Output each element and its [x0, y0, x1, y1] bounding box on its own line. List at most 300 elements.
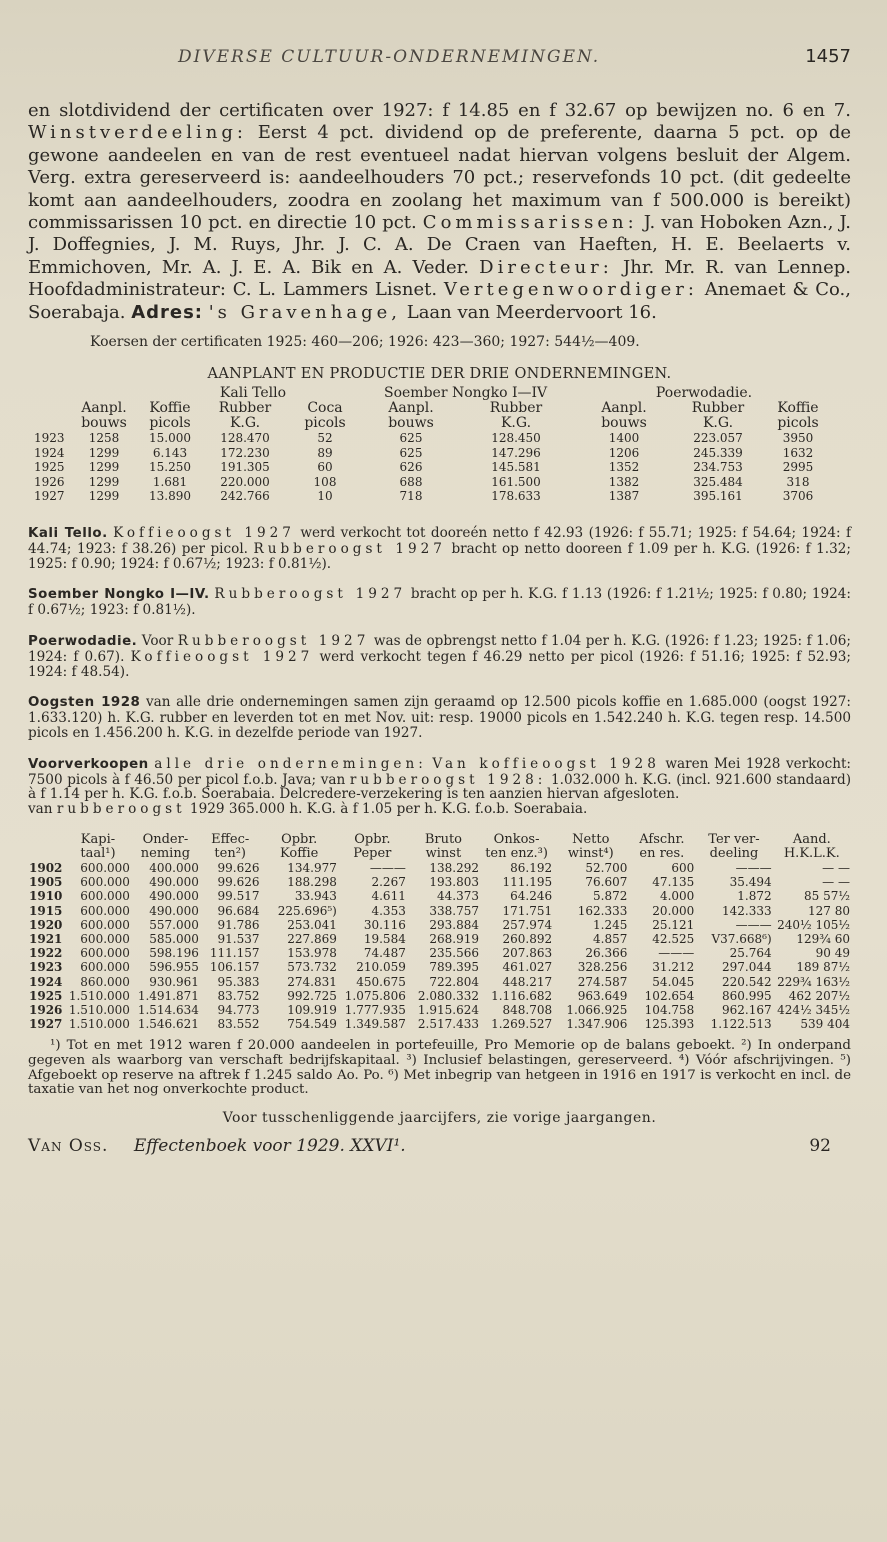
production-value: 395.161 — [693, 489, 743, 504]
production-value: 625 — [399, 445, 423, 460]
financial-value: 490.000 — [149, 903, 199, 918]
financial-value: 44.373 — [437, 889, 479, 904]
financial-value: 1.116.682 — [491, 988, 553, 1003]
financial-row — [28, 918, 851, 932]
financial-value: 1.915.624 — [417, 1003, 479, 1018]
production-table — [34, 386, 832, 504]
production-value: 1299 — [88, 460, 120, 475]
financial-value: 4.611 — [371, 889, 406, 904]
production-value: 15.000 — [149, 431, 191, 446]
production-value: 13.890 — [149, 489, 191, 504]
financial-value: 992.725 — [287, 988, 337, 1003]
financial-value: 171.751 — [502, 903, 553, 918]
oogsten-text — [28, 695, 851, 740]
kali-tello-label: Kali Tello. — [28, 526, 108, 542]
production-header-cell: K.G. — [500, 415, 532, 432]
production-row — [34, 460, 832, 475]
production-row — [34, 446, 832, 461]
financial-value: 4.000 — [659, 889, 695, 904]
soember-label: Soember Nongko I—IV. — [28, 587, 210, 603]
production-header-cell: picols — [777, 415, 819, 432]
financial-value: 85 57½ — [804, 889, 850, 904]
financial-header-cell: Effec- — [211, 831, 250, 847]
financial-year: 1924 — [29, 974, 63, 989]
financial-header-cell: Onder- — [142, 831, 189, 847]
production-year: 1924 — [34, 445, 65, 460]
winstverdeeling-text: Eerst 4 pct. dividend op de preferente, daarna 5 pct. op de gewone aandeelen en van de rest eventueel nadat hiervan volgens besluit der Algem. Verg. extra gereserveerd is: aandeelhouders 70 pct.; reservefonds 10 pct. (dit gedeelte komt aan aandeelhouders, zoodra en zoolang het maximum van f 500.000 is bereikt) commissarissen 10 pct. en directie 10 pct. — [28, 122, 851, 234]
financial-value: 1.349.587 — [344, 1017, 406, 1032]
production-value: 1382 — [608, 474, 640, 489]
soember-rubberoogst-label: Rubberoogst 1927 — [214, 586, 407, 603]
production-value: 234.753 — [693, 460, 743, 475]
poerwodadie-rubberoogst-label: Rubberoogst 1927 — [177, 633, 370, 650]
poerwodadie-koffieoogst-text: werd verkocht tegen f 46.29 netto per picol (1926: f 51.16; 1925: f 52.93; 1924: f 48.54). — [28, 648, 851, 680]
oogsten-section — [28, 695, 851, 740]
financial-header-cell: neming — [140, 845, 191, 861]
financial-value: 1.777.935 — [344, 1003, 406, 1018]
financial-value: 557.000 — [149, 917, 199, 932]
financial-value: 600.000 — [80, 860, 130, 875]
voorverkoopen-t5a: van — [28, 801, 53, 818]
financial-value: 64.246 — [510, 889, 553, 904]
financial-header-cell: winst⁴) — [567, 845, 614, 861]
financial-header-cell: Peper — [353, 845, 392, 861]
voorverkoopen-t4b: rubberoogst 1928: — [349, 771, 547, 788]
financial-value: ——— — [735, 860, 772, 875]
financial-value: 2.267 — [371, 875, 406, 890]
production-value: 318 — [786, 474, 810, 489]
production-value: 2995 — [782, 460, 814, 475]
financial-value: 19.584 — [363, 932, 406, 946]
financial-value: 235.566 — [429, 946, 479, 961]
financial-row — [28, 861, 851, 875]
financial-value: 4.353 — [371, 903, 406, 918]
financial-value: 52.700 — [585, 860, 628, 875]
production-header-cell: picols — [149, 415, 191, 432]
financial-value: 26.366 — [585, 946, 628, 961]
voorverkoopen-t5c: 1929 365.000 h. K.G. à f 1.05 per h. K.G. f.o.b. Soerabaia. — [189, 801, 588, 818]
financial-value: 596.955 — [149, 960, 199, 975]
financial-value: 33.943 — [294, 889, 337, 904]
production-header-cell: Rubber — [218, 400, 272, 417]
financial-value: 125.393 — [644, 1017, 695, 1032]
financial-value: 104.758 — [644, 1003, 695, 1018]
financial-value: 109.919 — [287, 1003, 337, 1018]
rubberoogst-text: bracht op netto dooreen f 1.09 per h. K.G. (1926: f 1.32; 1925: f 0.90; 1924: f 0.67½; 1923: f 0.81½). — [28, 540, 851, 572]
financial-header-cell: Opbr. — [281, 831, 318, 847]
financial-year: 1926 — [29, 1003, 63, 1018]
production-value: 60 — [317, 460, 333, 475]
financial-value: 94.773 — [217, 1003, 260, 1018]
financial-value: 274.831 — [287, 974, 337, 989]
financial-header-cell: Aand. — [792, 831, 831, 847]
production-value: 245.339 — [693, 445, 743, 460]
production-value: 161.500 — [491, 474, 541, 489]
group-poerwodadie: Poerwodadie. — [655, 385, 753, 402]
financial-value: 2.517.433 — [417, 1017, 479, 1032]
financial-header-cell: Onkos- — [493, 831, 540, 847]
financial-header-cell: Opbr. — [354, 831, 391, 847]
financial-value: — — — [822, 860, 850, 875]
financial-row — [28, 1017, 851, 1031]
financial-value: ——— — [369, 860, 406, 875]
production-value: 191.305 — [220, 460, 270, 475]
voorverkoopen-t3: waren Mei 1928 verkocht: 7500 picols à f 46.50 per picol f.o.b. Java; — [28, 755, 852, 788]
financial-value: 268.919 — [429, 932, 479, 946]
winstverdeeling-label: Winstverdeeling: — [28, 122, 247, 144]
group-soember-nongko: Soember Nongko I—IV — [384, 385, 548, 402]
financial-value: 5.872 — [593, 889, 628, 904]
production-value: 172.230 — [220, 445, 270, 460]
production-value: 688 — [399, 474, 423, 489]
financial-value: 1.347.906 — [566, 1017, 628, 1032]
production-value: 242.766 — [220, 489, 270, 504]
financial-value: 1.872 — [737, 889, 772, 904]
production-value: 1400 — [608, 431, 640, 446]
financial-value: 30.116 — [363, 917, 406, 932]
financial-value: 240½ 105½ — [777, 917, 850, 932]
financial-value: 74.487 — [363, 946, 406, 961]
production-value: 1299 — [88, 474, 120, 489]
financial-value: 225.696⁵) — [277, 903, 337, 918]
financial-value: 1.510.000 — [68, 1017, 130, 1032]
financial-value: 260.892 — [502, 932, 553, 946]
financial-value: 99.626 — [217, 875, 260, 890]
financial-value: 1.546.621 — [137, 1017, 199, 1032]
financial-value: 1.514.634 — [137, 1003, 199, 1018]
financial-year: 1921 — [29, 932, 63, 946]
production-value: 128.450 — [491, 431, 541, 446]
financial-value: 129¾ 60 — [796, 932, 850, 946]
directeur-label: Directeur: — [479, 256, 613, 278]
production-value: 718 — [399, 489, 423, 504]
financial-value: 142.333 — [722, 903, 772, 918]
footnote-text: ¹) Tot en met 1912 waren f 20.000 aandeelen in portefeuille, Pro Memorie op de balans geboekt. ²) In onderpand gegeven als waarborg van verschaft bedrijfskapitaal. ³) Inclusief belastingen, gereserveerd. ⁴) Vóór afschrijvingen. ⁵) Afgeboekt op reserve na aftrek f 1.245 saldo Ao. Po. ⁶) Met inbegrip van hetgeen in 1916 en 1917 is verkocht en incl. de taxatie van het nog onverkochte product. — [28, 1038, 851, 1098]
financial-value: 963.649 — [577, 988, 628, 1003]
production-row — [34, 431, 832, 446]
financial-value: 490.000 — [149, 889, 199, 904]
page-header — [28, 0, 851, 70]
financial-value: 860.995 — [722, 988, 772, 1003]
financial-header-cell: Kapi- — [80, 831, 116, 847]
vertegenwoordiger-label: Vertegenwoordiger: — [443, 279, 698, 301]
financial-value: 35.494 — [729, 875, 772, 890]
financial-value: 189 87½ — [796, 960, 850, 975]
footer-author: Van Oss. — [28, 1135, 109, 1156]
production-header-cell: Coca — [307, 400, 343, 417]
footnotes — [28, 1039, 851, 1097]
financial-year: 1905 — [29, 875, 63, 890]
financial-value: 462 207½ — [788, 988, 850, 1003]
production-value: 147.296 — [491, 445, 541, 460]
financial-value: 162.333 — [577, 903, 628, 918]
financial-year: 1902 — [29, 860, 63, 875]
financial-value: 274.587 — [577, 974, 628, 989]
production-header-cell: Koffie — [777, 400, 819, 417]
financial-value: 188.298 — [287, 875, 337, 890]
financial-value: 789.395 — [429, 960, 479, 975]
financial-value: 91.786 — [217, 917, 260, 932]
production-year: 1923 — [34, 431, 65, 446]
financial-value: ——— — [735, 917, 772, 932]
production-value: 52 — [317, 431, 333, 446]
poerwodadie-text — [28, 634, 851, 679]
production-value: 325.484 — [693, 474, 743, 489]
production-title: AANPLANT EN PRODUCTIE DER DRIE ONDERNEMINGEN. — [207, 366, 672, 383]
financial-header-cell: ten²) — [214, 845, 246, 861]
financial-row — [28, 889, 851, 903]
production-value: 1387 — [608, 489, 640, 504]
financial-row — [28, 989, 851, 1003]
footer-page: 92 — [809, 1135, 831, 1156]
financial-body — [28, 861, 851, 1031]
financial-value: 1.066.925 — [566, 1003, 628, 1018]
financial-value: 25.764 — [729, 946, 772, 961]
financial-value: 1.122.513 — [710, 1017, 772, 1032]
financial-value: 20.000 — [652, 903, 695, 918]
financial-header-cell: en res. — [639, 845, 685, 861]
production-year: 1925 — [34, 460, 65, 475]
oogsten-body: van alle drie ondernemingen samen zijn geraamd op 12.500 picols koffie en 1.685.000 (oogst 1927: 1.633.120) h. K.G. rubber en leverden tot en met Nov. uit: resp. 19000 picols en 1.542.240 h. K.G. tegen resp. 14.500 picols en 1.456.200 h. K.G. in dezelfde periode van 1927. — [28, 694, 851, 741]
commissarissen-text: J. van Hoboken Azn., J. J. Doffegnies, J. M. Ruys, Jhr. J. C. A. De Craen van Haeften, H. E. Beelaerts v. Emmichoven, Mr. A. J. E. A. Bik en A. Veder. — [28, 212, 851, 278]
adres-city: 's Gravenhage, — [208, 301, 401, 323]
financial-year: 1915 — [29, 903, 63, 918]
financial-value: 54.045 — [652, 974, 695, 989]
financial-value: — — — [822, 875, 850, 890]
soember-section — [28, 587, 851, 618]
koersen-line: Koersen der certificaten 1925: 460—206; 1926: 423—360; 1927: 544½—409. — [90, 334, 640, 351]
financial-header-cell: Koffie — [280, 845, 319, 861]
financial-value: 47.135 — [652, 875, 695, 890]
production-value: 15.250 — [149, 460, 191, 475]
voorverkoopen-text — [28, 757, 851, 802]
financial-value: V37.668⁶) — [711, 932, 772, 946]
production-header-cell: Aanpl. — [601, 400, 647, 417]
financial-value: 1.269.527 — [491, 1017, 553, 1032]
financial-header-row-2 — [28, 847, 851, 861]
financial-value: ——— — [658, 946, 695, 961]
production-group-row — [34, 386, 832, 401]
financial-value: 86.192 — [510, 860, 553, 875]
financial-value: 106.157 — [209, 960, 260, 975]
financial-row — [28, 875, 851, 889]
financial-value: 754.549 — [287, 1017, 337, 1032]
production-value: 1299 — [88, 489, 120, 504]
financial-row — [28, 932, 851, 946]
financial-value: 461.027 — [502, 960, 553, 975]
financial-value: 83.752 — [217, 988, 260, 1003]
financial-value: 600.000 — [80, 917, 130, 932]
production-value: 1632 — [782, 445, 814, 460]
financial-value: 448.217 — [502, 974, 553, 989]
vertegenwoordiger-text: Anemaet & Co., Soerabaja. — [28, 279, 851, 323]
financial-row — [28, 1003, 851, 1017]
financial-year: 1920 — [29, 917, 63, 932]
production-value: 1.681 — [152, 474, 188, 489]
financial-value: 1.075.806 — [344, 988, 406, 1003]
production-value: 108 — [313, 474, 337, 489]
financial-value: 722.804 — [429, 974, 479, 989]
financial-value: 253.041 — [287, 917, 337, 932]
production-header-cell: picols — [304, 415, 346, 432]
financial-header-cell: H.K.L.K. — [783, 845, 840, 861]
financial-value: 102.654 — [644, 988, 695, 1003]
page-number: 1457 — [805, 46, 851, 67]
production-value: 10 — [317, 489, 333, 504]
production-header-cell: bouws — [388, 415, 434, 432]
production-header-cell: Rubber — [691, 400, 745, 417]
zie-jaargangen: Voor tusschenliggende jaarcijfers, zie vorige jaargangen. — [222, 1109, 657, 1126]
financial-table — [28, 833, 851, 1031]
slotdividend-text: en slotdividend der certificaten over 1927: f 14.85 en f 32.67 op bewijzen no. 6 en 7. — [28, 100, 851, 121]
financial-value: 600.000 — [80, 903, 130, 918]
production-header-cell: Koffie — [149, 400, 191, 417]
financial-value: 600.000 — [80, 946, 130, 961]
financial-value: 42.525 — [652, 932, 695, 946]
poerwodadie-rubberoogst-text: was de opbrengst netto f 1.04 per h. K.G. (1926: f 1.23; 1925: f 1.06; 1924: f 0.67). — [28, 633, 851, 665]
financial-value: 930.961 — [149, 974, 199, 989]
financial-value: 153.978 — [287, 946, 337, 961]
financial-value: 4.857 — [593, 932, 628, 946]
footer-source — [28, 1136, 406, 1156]
production-value: 3706 — [782, 489, 814, 504]
production-year: 1926 — [34, 474, 65, 489]
financial-header-cell: ten enz.³) — [485, 845, 548, 861]
financial-value: 600.000 — [80, 960, 130, 975]
production-value: 89 — [317, 445, 333, 460]
soember-rubberoogst-text: bracht op per h. K.G. f 1.13 (1926: f 1.21½; 1925: f 0.80; 1924: f 0.67½; 1923: f 0.81½). — [28, 586, 851, 619]
financial-year: 1910 — [29, 889, 63, 904]
financial-value: 90 49 — [815, 946, 850, 961]
soember-text — [28, 587, 851, 618]
financial-value: 338.757 — [429, 903, 479, 918]
financial-header-cell: Netto — [572, 831, 610, 847]
financial-value: 490.000 — [149, 875, 199, 890]
financial-value: 76.607 — [585, 875, 628, 890]
poerwodadie-section — [28, 634, 851, 679]
production-value: 6.143 — [152, 445, 188, 460]
financial-value: 127 80 — [808, 903, 850, 918]
poerwodadie-label: Poerwodadie. — [28, 634, 138, 650]
poerwodadie-voor: Voor — [141, 633, 174, 650]
financial-value: 95.383 — [217, 974, 260, 989]
production-value: 1352 — [608, 460, 640, 475]
financial-value: 207.863 — [502, 946, 553, 961]
financial-value: 450.675 — [356, 974, 406, 989]
directeur-text: Jhr. Mr. R. van Lennep. Hoofdadministrateur: C. L. Lammers Lisnet. — [28, 256, 851, 301]
group-kali-tello: Kali Tello — [219, 385, 287, 402]
voorverkoopen-t1: alle drie ondernemingen: — [154, 755, 427, 772]
production-value: 223.057 — [693, 431, 743, 446]
financial-value: 210.059 — [356, 960, 406, 975]
financial-value: 91.537 — [217, 932, 260, 946]
production-value: 145.581 — [491, 460, 541, 475]
voorverkoopen-t2: Van koffieoogst 1928 — [432, 755, 660, 772]
rubberoogst-label: Rubberoogst 1927 — [253, 540, 446, 557]
production-header-cell: Aanpl. — [388, 400, 434, 417]
financial-value: 600 — [671, 860, 695, 875]
production-value: 3950 — [782, 431, 814, 446]
production-row — [34, 489, 832, 504]
production-value: 1299 — [88, 445, 120, 460]
financial-value: 134.977 — [287, 860, 337, 875]
financial-year: 1922 — [29, 946, 63, 961]
voorverkoopen-section — [28, 757, 851, 817]
financial-value: 83.552 — [217, 1017, 260, 1032]
financial-value: 1.245 — [593, 917, 628, 932]
koffieoogst-label: Koffieoogst 1927 — [113, 525, 295, 542]
financial-value: 229¾ 163½ — [777, 974, 850, 989]
financial-year: 1925 — [29, 988, 63, 1003]
financial-value: 227.869 — [287, 932, 337, 946]
financial-value: 99.517 — [217, 889, 260, 904]
financial-value: 99.626 — [217, 860, 260, 875]
production-header-cell: K.G. — [702, 415, 734, 432]
poerwodadie-koffieoogst-label: Koffieoogst 1927 — [130, 648, 314, 665]
production-value: 1258 — [88, 431, 120, 446]
production-row — [34, 475, 832, 490]
production-header-row-1 — [34, 401, 832, 416]
commissarissen-label: Commissarissen: — [422, 212, 638, 234]
adres-text: Laan van Meerdervoort 16. — [406, 301, 657, 323]
financial-value: 220.542 — [722, 974, 772, 989]
financial-value: 573.732 — [287, 960, 337, 975]
financial-header-cell — [28, 833, 65, 847]
financial-value: 96.684 — [217, 903, 260, 918]
financial-value: 297.044 — [722, 960, 772, 975]
financial-value: 257.974 — [502, 917, 553, 932]
page-footer — [28, 1136, 851, 1156]
voorverkoopen-1929 — [28, 802, 851, 817]
production-value: 178.633 — [491, 489, 541, 504]
production-value: 1206 — [608, 445, 640, 460]
production-header-row-2 — [34, 416, 832, 431]
financial-value: 848.708 — [502, 1003, 553, 1018]
running-title: DIVERSE CULTUUR-ONDERNEMINGEN. — [178, 47, 601, 67]
financial-header-cell: Ter ver- — [708, 831, 760, 847]
production-header-cell: Rubber — [489, 400, 543, 417]
financial-value: 193.803 — [429, 875, 479, 890]
financial-value: 600.000 — [80, 875, 130, 890]
production-value: 128.470 — [220, 431, 270, 446]
voorverkoopen-t4a: van — [320, 771, 346, 788]
financial-value: 2.080.332 — [417, 988, 479, 1003]
production-year: 1927 — [34, 489, 65, 504]
financial-value: 424½ 345½ — [777, 1003, 850, 1018]
production-value: 220.000 — [220, 474, 270, 489]
voorverkoopen-label: Voorverkoopen — [28, 756, 149, 772]
financial-value: 138.292 — [429, 860, 479, 875]
footer-title: Effectenboek voor 1929. XXVI¹. — [133, 1135, 406, 1156]
financial-row — [28, 975, 851, 989]
financial-value: 25.121 — [652, 917, 695, 932]
financial-row — [28, 960, 851, 974]
financial-value: 31.212 — [652, 960, 695, 975]
financial-value: 600.000 — [80, 932, 130, 946]
financial-value: 1.510.000 — [68, 1003, 130, 1018]
production-value: 625 — [399, 431, 423, 446]
financial-value: 328.256 — [577, 960, 628, 975]
financial-header-cell: Bruto — [424, 831, 463, 847]
financial-header-cell — [28, 847, 65, 861]
financial-value: 600.000 — [80, 889, 130, 904]
financial-year: 1927 — [29, 1017, 63, 1032]
kali-tello-koffie — [28, 526, 851, 571]
financial-row — [28, 904, 851, 918]
production-header-cell: Aanpl. — [81, 400, 127, 417]
financial-header-row-1 — [28, 833, 851, 847]
financial-value: 111.157 — [209, 946, 260, 961]
